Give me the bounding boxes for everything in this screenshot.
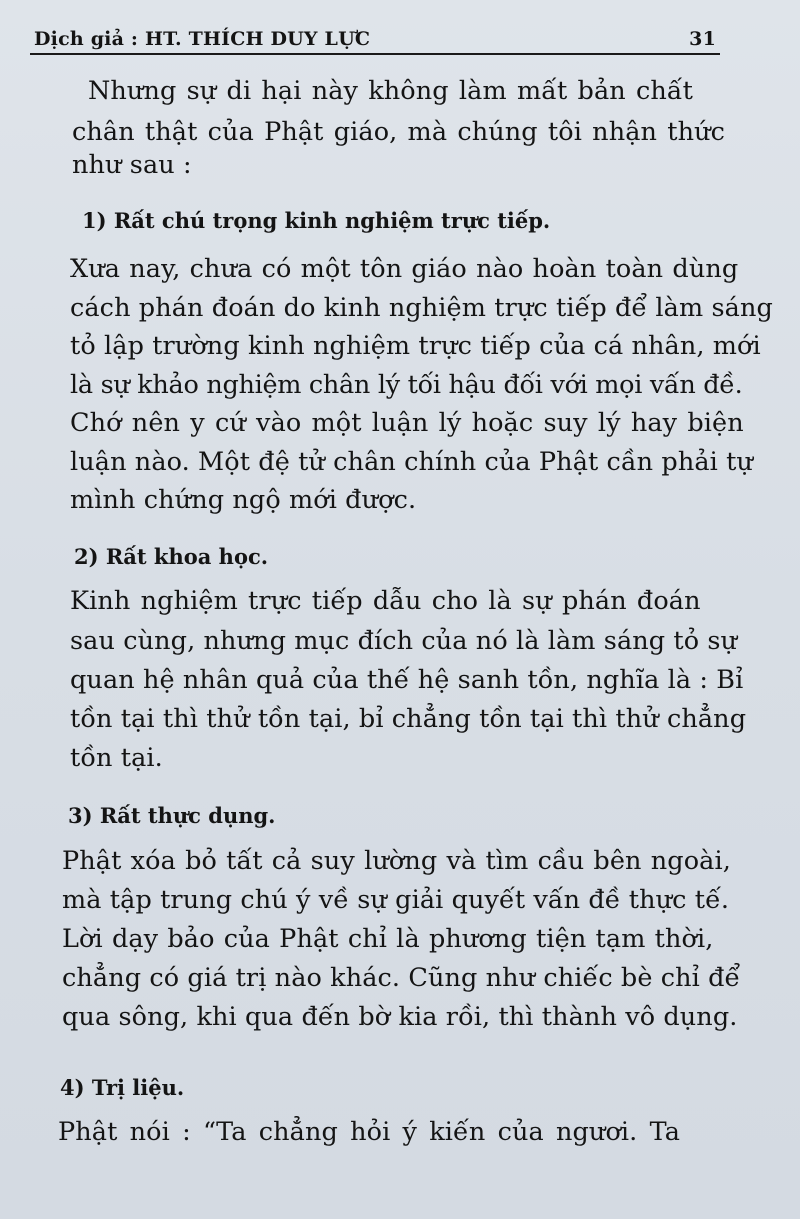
section-2-line-1: Kinh nghiệm trực tiếp dẫu cho là sự phán đoán [70,586,701,616]
intro-line-3: như sau : [72,150,192,180]
page-number: 31 [689,28,716,50]
section-1-line-4: là sự khảo nghiệm chân lý tối hậu đối với mọi vấn đề. [70,370,743,400]
section-1-line-6: luận nào. Một đệ tử chân chính của Phật cần phải tự [70,447,753,477]
section-3-line-4: chẳng có giá trị nào khác. Cũng như chiếc bè chỉ để [62,963,741,993]
section-4-heading: 4) Trị liệu. [60,1075,185,1100]
header-author: Dịch giả : HT. THÍCH DUY LỰC [34,28,371,50]
section-2-heading: 2) Rất khoa học. [74,544,269,569]
intro-line-1: Nhưng sự di hại này không làm mất bản chất [88,76,693,106]
section-4-line-1: Phật nói : “Ta chẳng hỏi ý kiến của ngươi. Ta [58,1117,681,1147]
section-1-line-2: cách phán đoán do kinh nghiệm trực tiếp để làm sáng [70,293,773,323]
section-2-line-4: tồn tại thì thử tồn tại, bỉ chẳng tồn tại thì thử chẳng [70,704,747,734]
intro-line-2: chân thật của Phật giáo, mà chúng tôi nhận thức [72,117,726,147]
section-1-line-3: tỏ lập trường kinh nghiệm trực tiếp của cá nhân, mới [70,331,761,361]
section-2-line-5: tồn tại. [70,743,163,773]
section-1-line-1: Xưa nay, chưa có một tôn giáo nào hoàn toàn dùng [70,254,739,284]
running-header [34,24,716,54]
section-2-line-2: sau cùng, nhưng mục đích của nó là làm sáng tỏ sự [70,626,738,656]
section-1-line-7: mình chứng ngộ mới được. [70,485,417,515]
section-1-line-5: Chớ nên y cứ vào một luận lý hoặc suy lý hay biện [70,408,744,438]
section-3-line-3: Lời dạy bảo của Phật chỉ là phương tiện tạm thời, [62,924,714,954]
header-rule [30,53,720,55]
section-1-heading: 1) Rất chú trọng kinh nghiệm trực tiếp. [82,208,551,233]
section-3-line-2: mà tập trung chú ý về sự giải quyết vấn đề thực tế. [62,885,730,915]
section-2-line-3: quan hệ nhân quả của thế hệ sanh tồn, nghĩa là : Bỉ [70,665,744,695]
section-3-line-1: Phật xóa bỏ tất cả suy lường và tìm cầu bên ngoài, [62,846,731,876]
section-3-line-5: qua sông, khi qua đến bờ kia rồi, thì thành vô dụng. [62,1002,738,1032]
section-3-heading: 3) Rất thực dụng. [68,803,276,828]
